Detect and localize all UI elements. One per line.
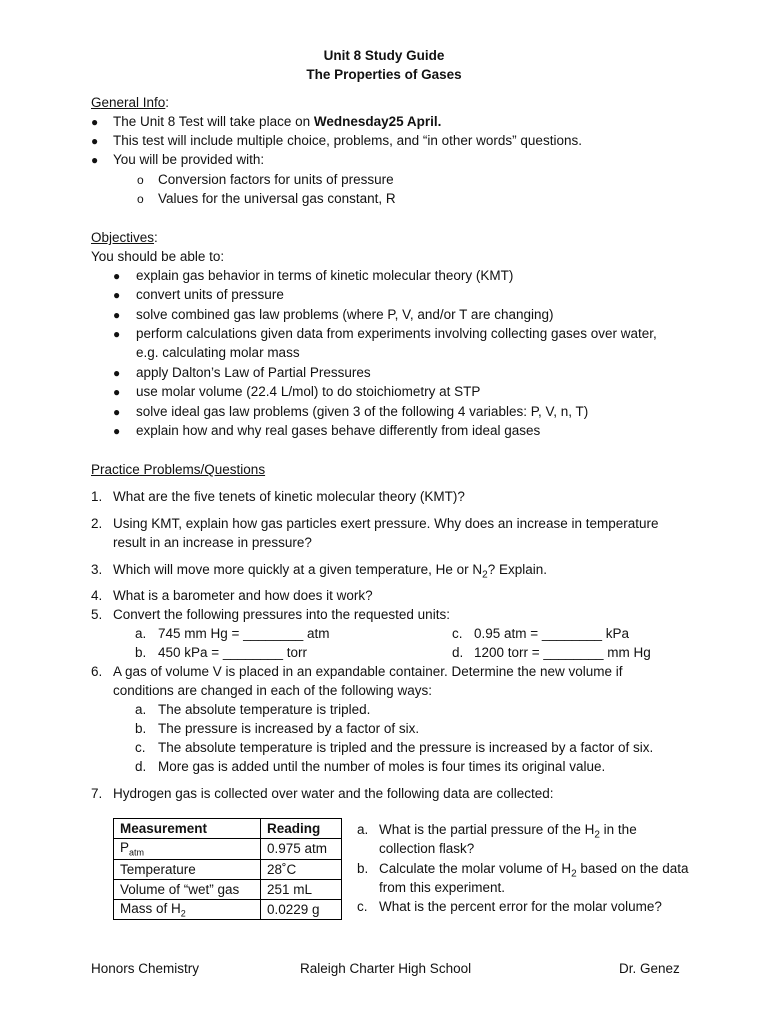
- question-6-continuation: conditions are changed in each of the following ways:: [113, 683, 432, 698]
- question-number: 7.: [91, 786, 103, 801]
- objective-item-continuation: e.g. calculating molar mass: [136, 345, 300, 360]
- volume-change-item: More gas is added until the number of moles is four times its original value.: [158, 759, 606, 774]
- bullet-icon: ●: [113, 405, 121, 419]
- question-number: 5.: [91, 607, 103, 622]
- general-info-heading: General Info:: [91, 95, 170, 110]
- bullet-icon: ●: [91, 134, 99, 148]
- q7-question-c: What is the percent error for the molar volume?: [379, 899, 662, 914]
- general-info-item: The Unit 8 Test will take place on Wednesday25 April.: [113, 114, 442, 129]
- objective-item: explain gas behavior in terms of kinetic molecular theory (KMT): [136, 268, 514, 283]
- objective-item: explain how and why real gases behave differently from ideal gases: [136, 423, 541, 438]
- objective-item: apply Dalton’s Law of Partial Pressures: [136, 365, 371, 380]
- bullet-icon: ●: [113, 308, 121, 322]
- question-2-continuation: result in an increase in pressure?: [113, 535, 312, 550]
- volume-change-item: The pressure is increased by a factor of six.: [158, 721, 420, 736]
- general-info-subitem: Values for the universal gas constant, R: [158, 191, 396, 206]
- q7-question-a-continuation: collection flask?: [379, 841, 475, 856]
- footer-course: Honors Chemistry: [91, 961, 200, 976]
- question-2: Using KMT, explain how gas particles exert pressure. Why does an increase in temperature: [113, 516, 659, 531]
- table-cell: $P_{atm}$: [114, 839, 261, 860]
- footer-teacher: Dr. Genez: [619, 961, 680, 976]
- test-date: Wednesday25 April.: [313, 114, 442, 129]
- table-cell: 0.0229 g: [261, 899, 342, 920]
- subitem-letter: d.: [135, 759, 147, 774]
- bullet-icon: ●: [113, 269, 121, 283]
- bullet-icon: ●: [113, 327, 121, 341]
- q7-question-a: What is the partial pressure of the $H_2$ in the: [379, 822, 637, 841]
- table-cell: 251 mL: [261, 879, 342, 899]
- question-4: What is a barometer and how does it work?: [113, 588, 373, 603]
- table-cell: Temperature: [114, 859, 261, 879]
- question-7: Hydrogen gas is collected over water and the following data are collected:: [113, 786, 554, 801]
- general-info-item: This test will include multiple choice, problems, and “in other words” questions.: [113, 133, 582, 148]
- subitem-letter: a.: [135, 626, 147, 641]
- objective-item: convert units of pressure: [136, 287, 284, 302]
- conversion-item: 0.95 atm = ________ kPa: [474, 626, 629, 641]
- q7-question-b-continuation: from this experiment.: [379, 880, 506, 895]
- objective-item: use molar volume (22.4 L/mol) to do stoichiometry at STP: [136, 384, 481, 399]
- table-header-row: [114, 819, 342, 839]
- objectives-heading: Objectives:: [91, 230, 158, 245]
- table-row: [114, 879, 342, 899]
- subitem-letter: a.: [357, 822, 369, 837]
- bullet-icon: ●: [113, 288, 121, 302]
- table-cell: Volume of “wet” gas: [114, 879, 261, 899]
- subitem-letter: c.: [357, 899, 368, 914]
- table-header: Measurement: [114, 819, 261, 839]
- objective-item: perform calculations given data from experiments involving collecting gases over water,: [136, 326, 657, 341]
- practice-heading: Practice Problems/Questions: [91, 462, 266, 477]
- conversion-item: 1200 torr = ________ mm Hg: [474, 645, 651, 660]
- objective-item: solve ideal gas law problems (given 3 of the following 4 variables: P, V, n, T): [136, 404, 589, 419]
- question-number: 3.: [91, 562, 103, 577]
- data-table: [113, 818, 342, 920]
- volume-change-item: The absolute temperature is tripled.: [158, 702, 371, 717]
- table-header: Reading: [261, 819, 342, 839]
- q7-question-b: Calculate the molar volume of $H_2$ based on the data: [379, 861, 689, 880]
- subitem-letter: b.: [135, 645, 147, 660]
- table-cell: 28˚C: [261, 859, 342, 879]
- question-number: 4.: [91, 588, 103, 603]
- subitem-letter: a.: [135, 702, 147, 717]
- volume-change-item: The absolute temperature is tripled and the pressure is increased by a factor of six.: [158, 740, 654, 755]
- question-number: 2.: [91, 516, 103, 531]
- bullet-icon: ●: [91, 115, 99, 129]
- bullet-icon: ●: [113, 366, 121, 380]
- subitem-letter: c.: [452, 626, 463, 641]
- subitem-letter: d.: [452, 645, 464, 660]
- conversion-item: 450 kPa = ________ torr: [158, 645, 307, 660]
- question-6: A gas of volume V is placed in an expandable container. Determine the new volume if: [113, 664, 623, 679]
- table-row: [114, 859, 342, 879]
- bullet-icon: ●: [91, 153, 99, 167]
- page-subtitle: The Properties of Gases: [306, 67, 462, 82]
- footer-school: Raleigh Charter High School: [300, 961, 472, 976]
- bullet-icon: ●: [113, 385, 121, 399]
- objective-item: solve combined gas law problems (where P, V, and/or T are changing): [136, 307, 554, 322]
- question-number: 1.: [91, 489, 103, 504]
- question-number: 6.: [91, 664, 103, 679]
- subitem-letter: b.: [357, 861, 369, 876]
- subitem-letter: c.: [135, 740, 146, 755]
- page-title: Unit 8 Study Guide: [323, 48, 445, 63]
- question-1: What are the five tenets of kinetic molecular theory (KMT)?: [113, 489, 465, 504]
- table-cell: 0.975 atm: [261, 839, 342, 860]
- bullet-icon: ●: [113, 424, 121, 438]
- circle-bullet-icon: o: [137, 192, 144, 206]
- table-cell: Mass of $H_2$: [114, 899, 261, 920]
- question-5: Convert the following pressures into the requested units:: [113, 607, 450, 622]
- conversion-item: 745 mm Hg = ________ atm: [158, 626, 330, 641]
- general-info-item: You will be provided with:: [113, 152, 265, 167]
- question-3: Which will move more quickly at a given temperature, He or $N_2$? Explain.: [113, 562, 547, 581]
- subitem-letter: b.: [135, 721, 147, 736]
- circle-bullet-icon: o: [137, 173, 144, 187]
- general-info-subitem: Conversion factors for units of pressure: [158, 172, 394, 187]
- objectives-intro: You should be able to:: [91, 249, 225, 264]
- table-row: [114, 899, 342, 920]
- table-row: [114, 839, 342, 860]
